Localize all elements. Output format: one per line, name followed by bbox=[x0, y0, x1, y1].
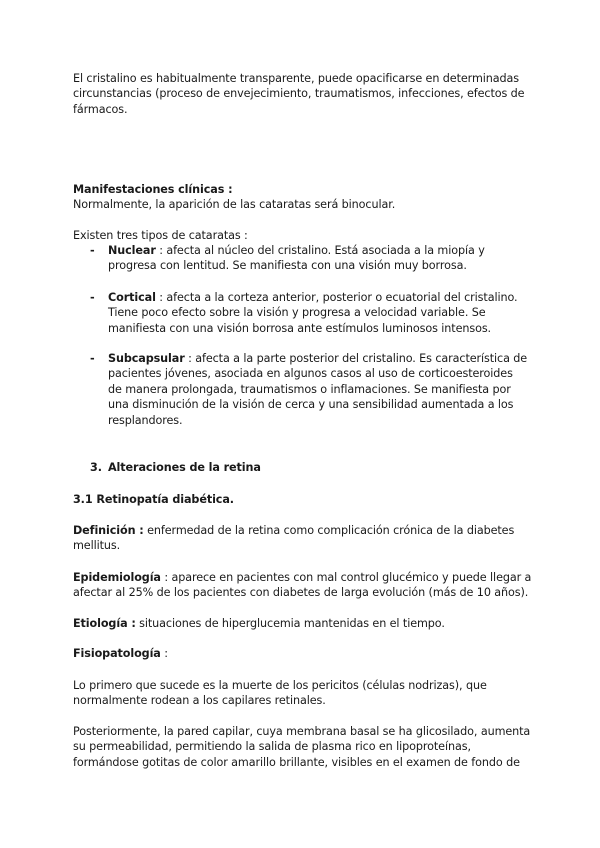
epidemiologia-text: : aparece en pacientes con mal control glucémico y puede llegar a afectar al 25% de los pacientes con diabetes de larga evolución (más de 10 años). bbox=[73, 571, 532, 600]
section-3-number: 3. bbox=[90, 461, 103, 474]
definicion-label: Definición : bbox=[73, 524, 144, 537]
tipos-intro: Existen tres tipos de cataratas : bbox=[73, 229, 248, 242]
epidemiologia-label: Epidemiología bbox=[73, 571, 161, 584]
manifestaciones-heading: Manifestaciones clínicas : bbox=[73, 183, 233, 196]
section-31-heading: 3.1 Retinopatía diabética. bbox=[73, 493, 234, 506]
section-3-title: Alteraciones de la retina bbox=[108, 461, 261, 474]
fisiopatologia-para2: Posteriormente, la pared capilar, cuya membrana basal se ha glicosilado, aumenta su permeabilidad, permitiendo la salida de plasma rico en lipoproteínas, formándose gotitas de color amarillo brillante, visibles en el examen de fondo de bbox=[73, 725, 531, 769]
desc-nuclear: : afecta al núcleo del cristalino. Está asociada a la miopía y progresa con lentitud. Se manifiesta con una visión muy borrosa. bbox=[108, 244, 485, 273]
definicion-text: enfermedad de la retina como complicación crónica de la diabetes mellitus. bbox=[73, 524, 515, 553]
list-item-nuclear bbox=[108, 243, 528, 274]
fisiopatologia-para1: Lo primero que sucede es la muerte de los pericitos (células nodrizas), que normalmente rodean a los capilares retinales. bbox=[73, 679, 487, 708]
desc-cortical: : afecta a la corteza anterior, posterior o ecuatorial del cristalino. Tiene poco efecto sobre la visión y progresa a velocidad variable. Se manifiesta con una visión borrosa ante estímulos luminosos intensos. bbox=[108, 291, 518, 335]
desc-subcapsular: : afecta a la parte posterior del cristalino. Es característica de pacientes jóvenes, asociada en algunos casos al uso de corticoesteroides de manera prolongada, traumatismos o inflamaciones. Se manifiesta por una disminución de la visión de cerca y una sensibilidad aumentada a los resplandores. bbox=[108, 352, 528, 427]
bullet-cortical: - bbox=[90, 291, 95, 304]
etiologia-paragraph bbox=[73, 616, 533, 631]
intro-paragraph: El cristalino es habitualmente transparente, puede opacificarse en determinadas circunstancias (proceso de envejecimiento, traumatismos, infecciones, efectos de fármacos. bbox=[73, 72, 525, 116]
term-nuclear: Nuclear bbox=[108, 244, 156, 257]
term-subcapsular: Subcapsular bbox=[108, 352, 185, 365]
fisiopatologia-label: Fisiopatología bbox=[73, 647, 161, 660]
fisiopatologia-text: : bbox=[160, 647, 168, 660]
manifestaciones-text: Normalmente, la aparición de las cataratas será binocular. bbox=[73, 198, 396, 211]
fisiopatologia-paragraph bbox=[73, 646, 533, 661]
epidemiologia-paragraph bbox=[73, 570, 533, 601]
definicion-paragraph bbox=[73, 523, 533, 554]
term-cortical: Cortical bbox=[108, 291, 156, 304]
bullet-subcapsular: - bbox=[90, 352, 95, 365]
etiologia-label: Etiología : bbox=[73, 617, 136, 630]
list-item-subcapsular bbox=[108, 351, 528, 428]
list-item-cortical bbox=[108, 290, 528, 336]
bullet-nuclear: - bbox=[90, 244, 95, 257]
etiologia-text: situaciones de hiperglucemia mantenidas en el tiempo. bbox=[135, 617, 445, 630]
